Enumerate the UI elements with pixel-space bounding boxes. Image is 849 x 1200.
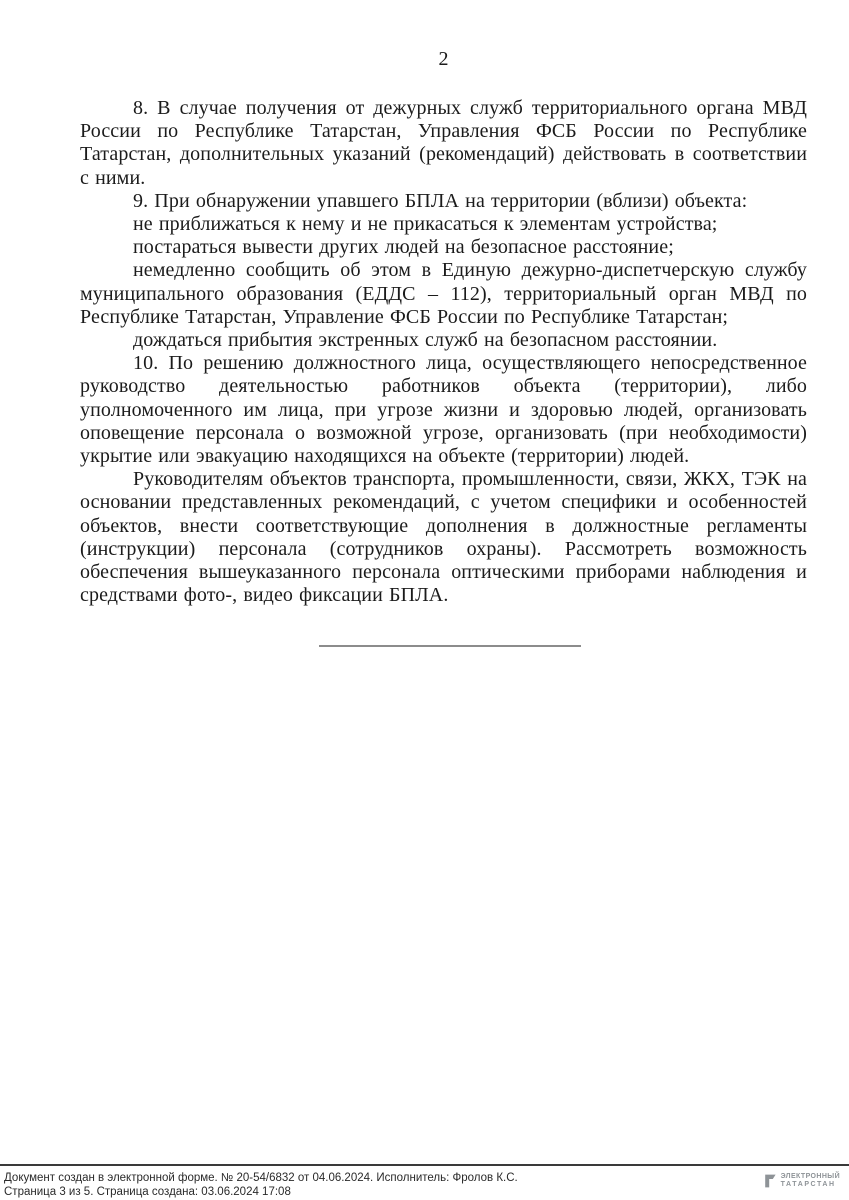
paragraph-11: Руководителям объектов транспорта, промышленности, связи, ЖКХ, ТЭК на основании представленных рекомендаций, с учетом специфики и особенностей объектов, внести соответствующие дополнения в должностные регламенты (инструкции) персонала (сотрудников охраны). Рассмотреть возможность обеспечения вышеуказанного персонала оптическими приборами наблюдения и средствами фото-, видео фиксации БПЛА. bbox=[80, 468, 807, 607]
paragraph-9-intro: 9. При обнаружении упавшего БПЛА на территории (вблизи) объекта: bbox=[133, 189, 748, 212]
footer-meta-line-1: Документ создан в электронной форме. № 20-54/6832 от 04.06.2024. Исполнитель: Фролов К.С. bbox=[4, 1172, 518, 1184]
document-body bbox=[80, 97, 807, 607]
electronic-tatarstan-logo-text bbox=[781, 1173, 840, 1189]
paragraph-9-item-1: не приближаться к нему и не прикасаться к элементам устройства; bbox=[133, 213, 718, 236]
paragraph-8: 8. В случае получения от дежурных служб территориального органа МВД России по Республике Татарстан, Управления ФСБ России по Республике Татарстан, дополнительных указаний (рекомендаций) действовать в соответствии с ними. bbox=[80, 97, 807, 189]
paragraph-9-item-3: немедленно сообщить об этом в Единую дежурно-диспетчерскую службу муниципального образования (ЕДДС – 112), территориальный орган МВД по Республике Татарстан, Управление ФСБ России по Республике Татарстан; bbox=[80, 259, 807, 328]
page-number: 2 bbox=[438, 48, 449, 70]
logo-text-line-1: ЭЛЕКТРОННЫЙ bbox=[780, 1173, 840, 1180]
paragraph-10: 10. По решению должностного лица, осуществляющего непосредственное руководство деятельностью работников объекта (территории), либо уполномоченного им лица, при угрозе жизни и здоровью людей, организовать оповещение персонала о возможной угрозе, организовать (при необходимости) укрытие или эвакуацию находящихся на объекте (территории) людей. bbox=[80, 352, 807, 468]
footer-meta-line-2: Страница 3 из 5. Страница создана: 03.06.2024 17:08 bbox=[4, 1186, 291, 1198]
paragraph-9-item-2: постараться вывести других людей на безопасное расстояние; bbox=[133, 236, 674, 259]
footer bbox=[0, 1164, 849, 1200]
electronic-tatarstan-logo bbox=[762, 1173, 840, 1189]
paragraph-9-item-4: дождаться прибытия экстренных служб на безопасном расстоянии. bbox=[133, 329, 718, 352]
electronic-tatarstan-logo-icon bbox=[762, 1173, 778, 1189]
footer-meta bbox=[4, 1171, 518, 1199]
signature-line bbox=[319, 645, 581, 647]
logo-text-line-2: ТАТАРСТАН bbox=[780, 1181, 836, 1188]
